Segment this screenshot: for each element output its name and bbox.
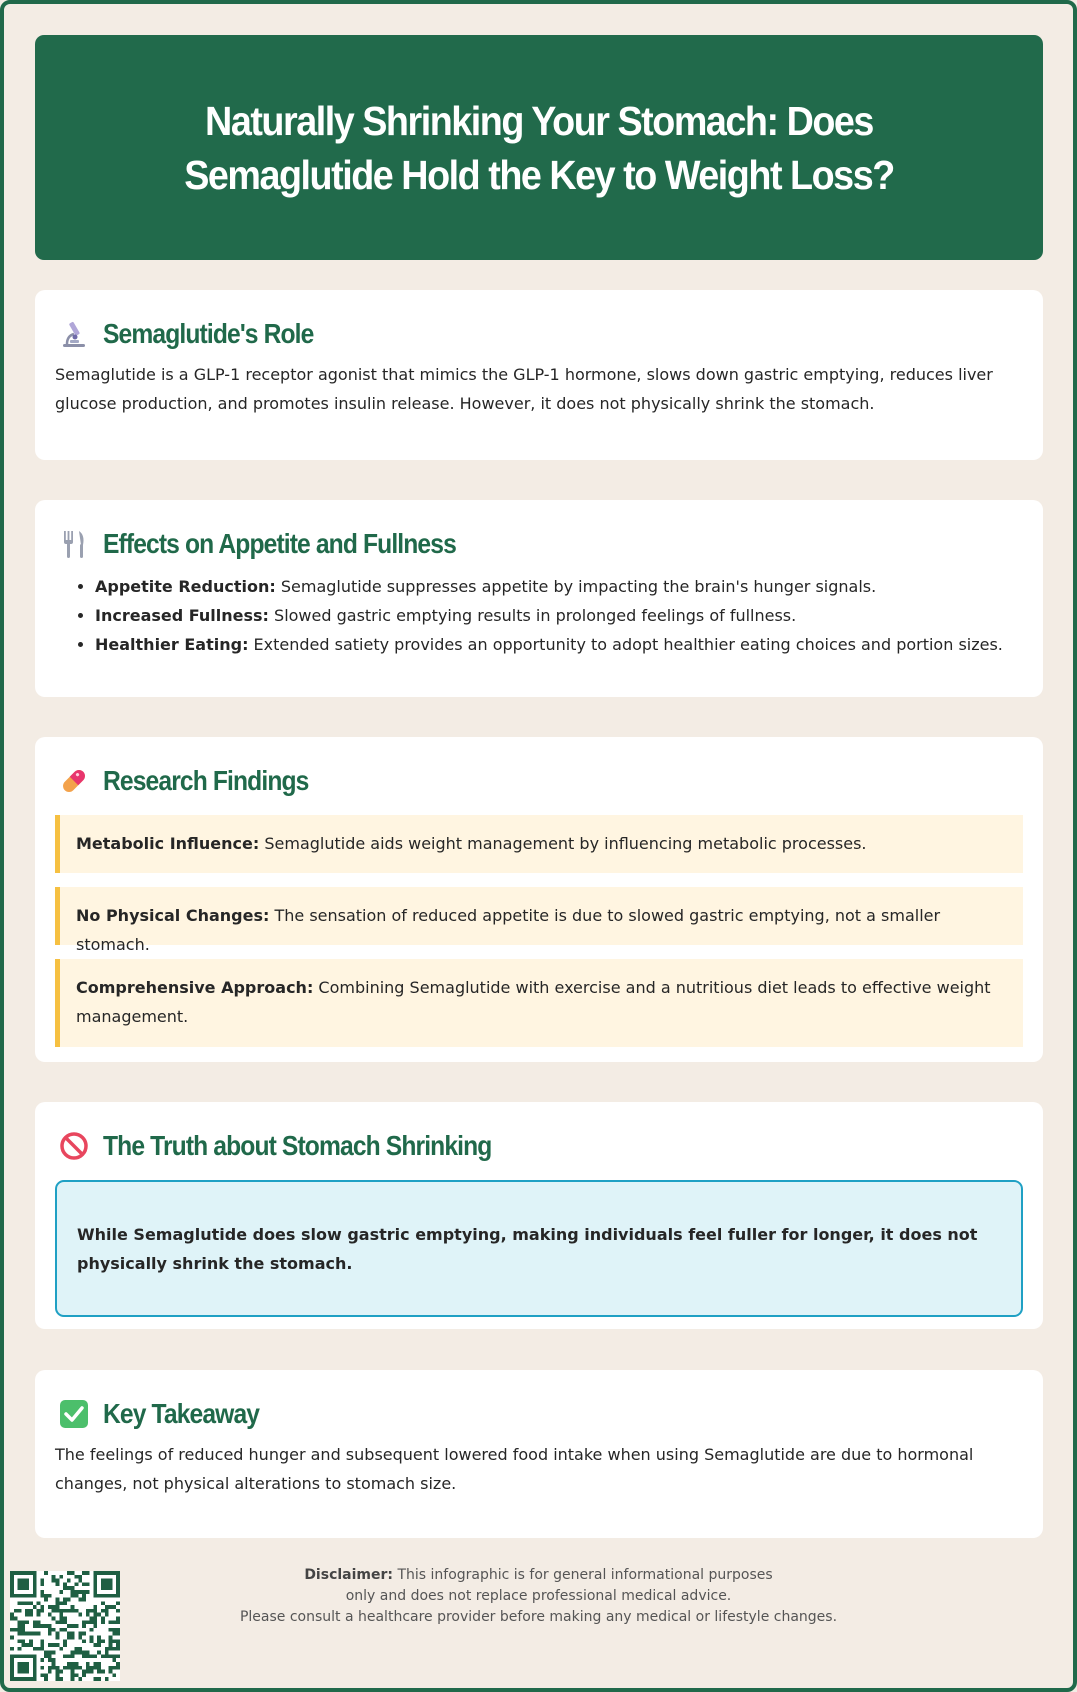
effects-list <box>55 572 1023 659</box>
pill-icon <box>59 766 89 796</box>
truth-text: While Semaglutide does slow gastric emptying, making individuals feel fuller for longer, it does not physically shrink the stomach. <box>77 1224 978 1273</box>
takeaway-card <box>35 1370 1043 1538</box>
truth-card <box>35 1102 1043 1329</box>
microscope-icon <box>59 319 89 349</box>
takeaway-header <box>55 1394 1023 1434</box>
header-banner <box>35 35 1043 260</box>
prohibited-icon <box>59 1131 89 1161</box>
effects-card <box>35 500 1043 697</box>
page-title: Naturally Shrinking Your Stomach: Does Semaglutide Hold the Key to Weight Loss? <box>184 97 894 198</box>
finding-metabolic: Metabolic Influence: Semaglutide aids weight management by influencing metabolic processes. <box>55 815 1023 873</box>
qr-code[interactable] <box>10 1571 120 1681</box>
fork-knife-icon <box>59 529 89 559</box>
disclaimer-label: Disclaimer: <box>304 1567 393 1583</box>
research-header <box>55 761 1023 801</box>
finding-comprehensive: Comprehensive Approach: Combining Semaglutide with exercise and a nutritious diet leads to effective weight management. <box>55 959 1023 1047</box>
takeaway-title: Key Takeaway <box>103 1398 260 1429</box>
check-mark-icon <box>59 1399 89 1429</box>
truth-title: The Truth about Stomach Shrinking <box>103 1130 492 1161</box>
disclaimer: Disclaimer: This infographic is for general informational purposes only and does not replace professional medical advice. Please consult a healthcare provider before making any medical or lifestyle changes. <box>239 1567 838 1625</box>
role-title: Semaglutide's Role <box>103 318 314 349</box>
role-card <box>35 290 1043 460</box>
role-header <box>55 314 1023 354</box>
research-card <box>35 737 1043 1062</box>
list-item: • Appetite Reduction: Semaglutide suppresses appetite by impacting the brain's hunger signals. <box>95 572 1023 601</box>
list-item: • Increased Fullness: Slowed gastric emptying results in prolonged feelings of fullness. <box>95 601 1023 630</box>
effects-header <box>55 524 1023 564</box>
truth-header <box>55 1126 1023 1166</box>
truth-callout <box>55 1180 1023 1317</box>
finding-no-physical: No Physical Changes: The sensation of reduced appetite is due to slowed gastric emptying, not a smaller stomach. <box>55 887 1023 945</box>
effects-title: Effects on Appetite and Fullness <box>103 528 456 559</box>
takeaway-text: The feelings of reduced hunger and subsequent lowered food intake when using Semaglutide are due to hormonal changes, not physical alterations to stomach size. <box>55 1445 974 1493</box>
role-text: Semaglutide is a GLP-1 receptor agonist that mimics the GLP-1 hormone, slows down gastric emptying, reduces liver glucose production, and promotes insulin release. However, it does not physically shrink the stomach. <box>55 365 993 413</box>
list-item: • Healthier Eating: Extended satiety provides an opportunity to adopt healthier eating choices and portion sizes. <box>95 630 1023 659</box>
research-title: Research Findings <box>103 765 309 796</box>
